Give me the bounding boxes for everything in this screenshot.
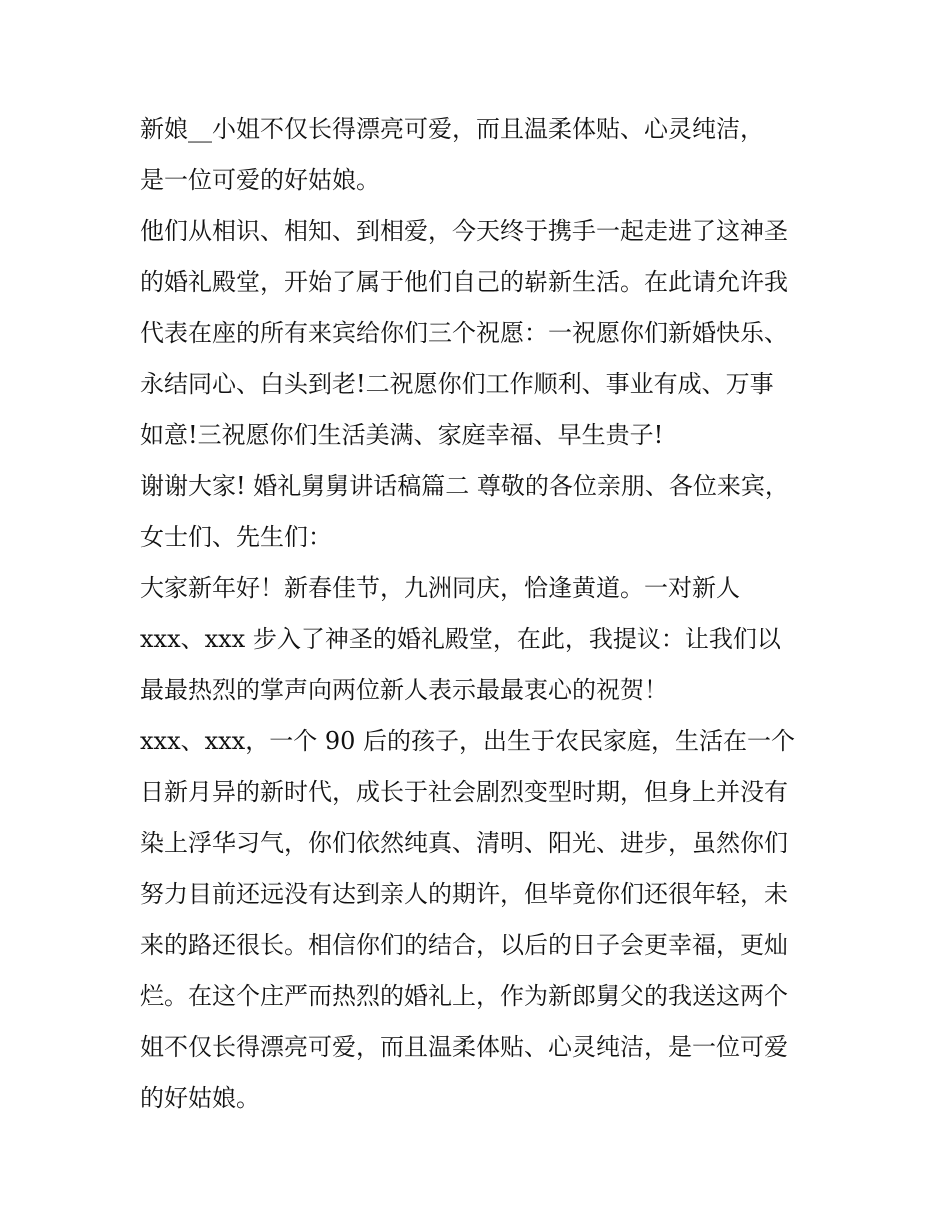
text-line: 的婚礼殿堂，开始了属于他们自己的崭新生活。在此请允许我 [140, 268, 788, 296]
text-line: 如意!三祝愿你们生活美满、家庭幸福、早生贵子! [140, 421, 664, 449]
body-text [140, 104, 830, 1124]
text-line: 谢谢大家! 婚礼舅舅讲话稿篇二 尊敬的各位亲朋、各位来宾， [140, 472, 789, 500]
text-line: 女士们、先生们： [140, 523, 332, 551]
text-line: 最最热烈的掌声向两位新人表示最最衷心的祝贺！ [140, 676, 668, 704]
text-line: xxx、xxx 步入了神圣的婚礼殿堂，在此，我提议：让我们以 [140, 625, 781, 653]
text-line: 日新月异的新时代，成长于社会剧烈变型时期，但身上并没有 [140, 778, 788, 806]
text-line: 永结同心、白头到老!二祝愿你们工作顺利、事业有成、万事 [140, 370, 774, 398]
text-line: 姐不仅长得漂亮可爱，而且温柔体贴、心灵纯洁，是一位可爱 [140, 1033, 788, 1061]
text-line: 的好姑娘。 [140, 1084, 260, 1112]
text-line: 努力目前还远没有达到亲人的期许，但毕竟你们还很年轻，未 [140, 880, 788, 908]
text-line: 烂。在这个庄严而热烈的婚礼上，作为新郎舅父的我送这两个 [140, 982, 788, 1010]
text-line: 新娘__小姐不仅长得漂亮可爱，而且温柔体贴、心灵纯洁， [140, 115, 764, 143]
text-line: 染上浮华习气，你们依然纯真、清明、阳光、进步，虽然你们 [140, 829, 788, 857]
text-line: 来的路还很长。相信你们的结合，以后的日子会更幸福，更灿 [140, 931, 788, 959]
text-line: 他们从相识、相知、到相爱，今天终于携手一起走进了这神圣 [140, 217, 788, 245]
text-line: 是一位可爱的好姑娘。 [140, 166, 380, 194]
text-line: 大家新年好！新春佳节，九洲同庆，恰逢黄道。一对新人 [140, 574, 740, 602]
text-line: xxx、xxx，一个 90 后的孩子，出生于农民家庭，生活在一个 [140, 727, 796, 755]
text-line: 代表在座的所有来宾给你们三个祝愿：一祝愿你们新婚快乐、 [140, 319, 788, 347]
